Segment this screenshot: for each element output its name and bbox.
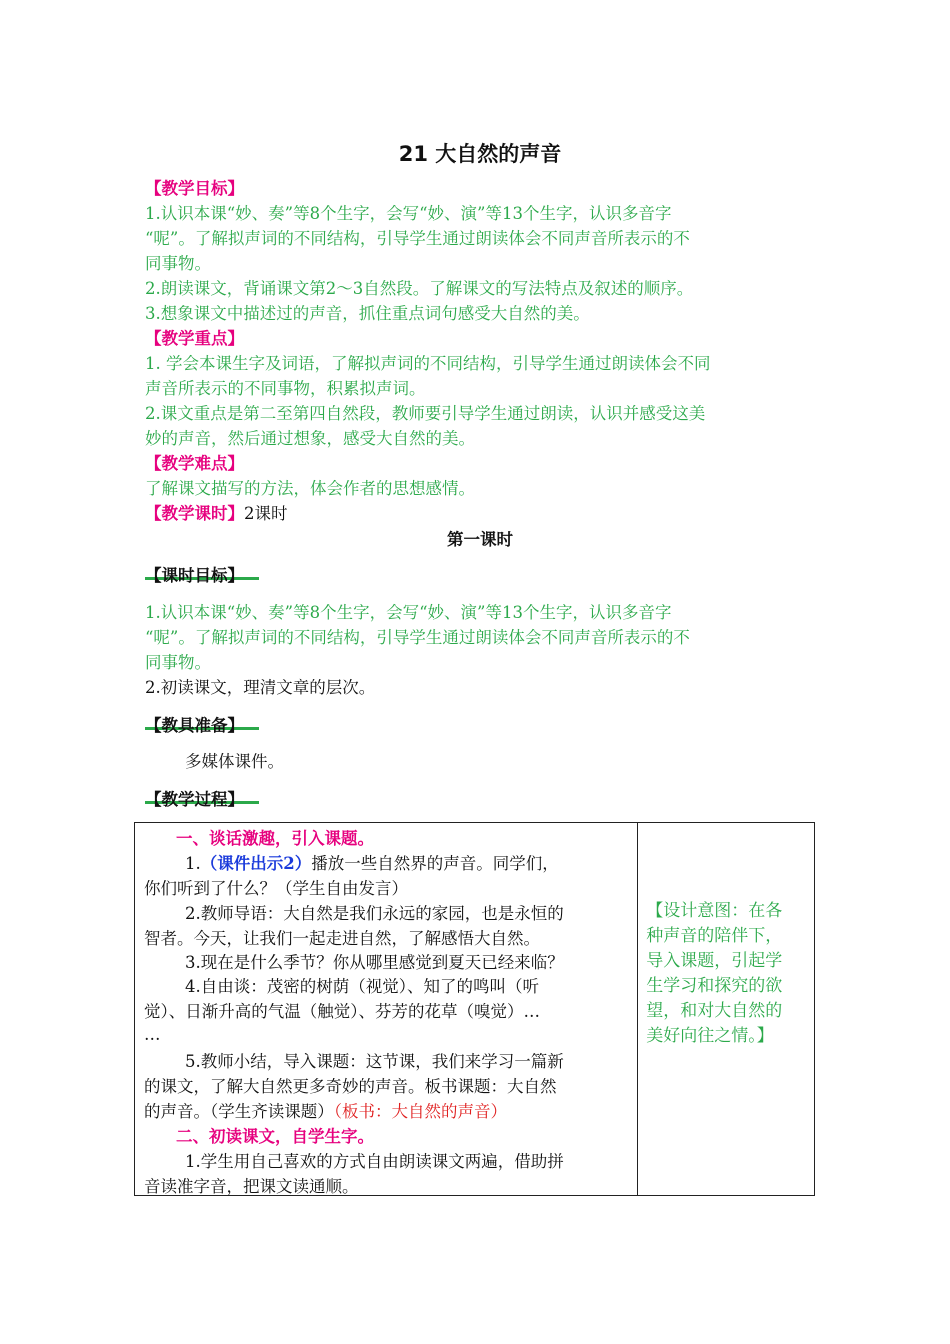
design-note-cell [638, 823, 815, 1196]
period-goal-line: 2.初读课文，理清文章的层次。 [145, 678, 376, 697]
design-note-line: 导入课题，引起学 [646, 951, 783, 971]
process-line [144, 1099, 507, 1124]
period-goals-heading: 【课时目标】 [145, 566, 244, 585]
objectives-heading: 【教学目标】 [145, 179, 244, 198]
process-line: 4.自由谈：茂密的树荫（视觉）、知了的鸣叫（听 [185, 977, 539, 996]
section-1-title: 一、谈话激趣，引入课题。 [176, 829, 374, 848]
design-note-line: 【设计意图：在各 [646, 901, 783, 921]
objective-line: 3.想象课文中描述过的声音，抓住重点词句感受大自然的美。 [145, 304, 590, 323]
key-point-line: 1. 学会本课生字及词语，了解拟声词的不同结构，引导学生通过朗读体会不同 [145, 354, 711, 373]
key-point-line: 声音所表示的不同事物，积累拟声词。 [145, 379, 426, 398]
item-text: 播放一些自然界的声音。同学们， [311, 854, 559, 873]
difficulty-line: 了解课文描写的方法，体会作者的思想感情。 [145, 479, 475, 498]
process-line: 3.现在是什么季节？你从哪里感觉到夏天已经来临？ [185, 953, 564, 972]
process-line: 你们听到了什么？（学生自由发言） [144, 879, 408, 898]
tools-value: 多媒体课件。 [185, 752, 284, 771]
objective-line: 同事物。 [145, 254, 211, 273]
period-goal-line: “呢”。了解拟声词的不同结构，引导学生通过朗读体会不同声音所表示的不 [145, 628, 690, 647]
difficulties-heading: 【教学难点】 [145, 454, 244, 473]
process-line: 2.教师导语：大自然是我们永远的家园，也是永恒的 [185, 904, 564, 923]
courseware-tag: （课件出示2） [200, 854, 312, 873]
process-line [185, 851, 559, 876]
objective-line: “呢”。了解拟声词的不同结构，引导学生通过朗读体会不同声音所表示的不 [145, 229, 690, 248]
section-2-title: 二、初读课文，自学生字。 [176, 1127, 374, 1146]
process-line: … [144, 1025, 161, 1044]
process-line: 智者。今天，让我们一起走进自然，了解感悟大自然。 [144, 929, 540, 948]
process-line: 音读准字音，把课文读通顺。 [144, 1177, 359, 1196]
design-note-line: 望，和对大自然的 [646, 1001, 783, 1021]
process-cell [135, 823, 638, 1196]
tools-heading: 【教具准备】 [145, 716, 244, 735]
design-note-line: 美好向往之情。】 [646, 1026, 774, 1046]
item-number: 1. [185, 854, 201, 873]
process-line: 觉）、日渐升高的气温（触觉）、芬芳的花草（嗅觉）… [144, 1002, 540, 1021]
period-goal-line: 1.认识本课“妙、奏”等8个生字，会写“妙、演”等13个生字，认识多音字 [145, 603, 672, 622]
design-note-line: 种声音的陪伴下， [646, 926, 783, 946]
item-text: 的声音。（学生齐读课题） [144, 1102, 334, 1121]
process-heading: 【教学过程】 [145, 790, 244, 809]
periods-value: 2课时 [244, 504, 288, 523]
objective-line: 1.认识本课“妙、奏”等8个生字，会写“妙、演”等13个生字，认识多音字 [145, 204, 672, 223]
key-point-line: 妙的声音，然后通过想象，感受大自然的美。 [145, 429, 475, 448]
process-line: 的课文，了解大自然更多奇妙的声音。板书课题：大自然 [144, 1077, 557, 1096]
first-period-heading: 第一课时 [447, 530, 513, 549]
objective-line: 2.朗读课文，背诵课文第2～3自然段。了解课文的写法特点及叙述的顺序。 [145, 279, 694, 298]
key-point-line: 2.课文重点是第二至第四自然段，教师要引导学生通过朗读，认识并感受这美 [145, 404, 706, 423]
periods-heading: 【教学课时】 [145, 504, 244, 523]
period-goal-line: 同事物。 [145, 653, 211, 672]
design-note-line: 生学习和探究的欲 [646, 976, 783, 996]
process-table [134, 822, 815, 1196]
board-note: （板书：大自然的声音） [333, 1102, 507, 1121]
process-line: 1.学生用自己喜欢的方式自由朗读课文两遍，借助拼 [185, 1152, 564, 1171]
key-points-heading: 【教学重点】 [145, 329, 244, 348]
periods-row [145, 501, 288, 526]
page-title: 21 大自然的声音 [398, 142, 562, 166]
process-line: 5.教师小结，导入课题：这节课，我们来学习一篇新 [185, 1052, 564, 1071]
